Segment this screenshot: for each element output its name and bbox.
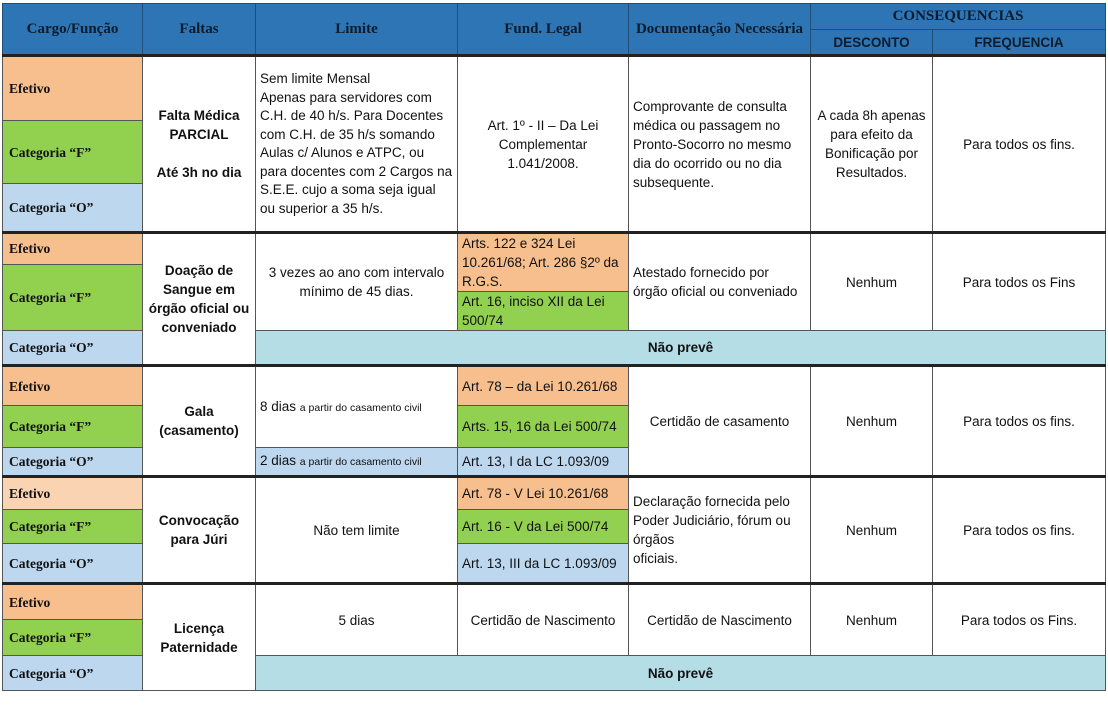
falta-medica-limite: Sem limite Mensal Apenas para servidores com C.H. de 40 h/s. Para Docentes com C.H. de 35 h/s somando Aulas c/ Alunos e ATPC, ou para docentes com 2 Cargos na S.E.E. cujo a soma seja igual ou superior a 35 h/s.	[256, 56, 458, 233]
falta-medica-fund: Art. 1º - II – Da Lei Complementar 1.041/2008.	[458, 56, 629, 233]
paternidade-nao-preve: Não prevê	[256, 656, 1106, 691]
table-row	[3, 366, 1106, 406]
role-efetivo: Efetivo	[3, 477, 143, 510]
gala-limite-o-note: a partir do casamento civil	[299, 456, 422, 468]
role-categoria-o: Categoria “O”	[3, 544, 143, 584]
falta-medica-doc: Comprovante de consulta médica ou passagem no Pronto-Socorro no mesmo dia do ocorrido ou no dia subsequente.	[629, 56, 811, 233]
table-row	[3, 477, 1106, 510]
juri-limite: Não tem limite	[256, 477, 458, 584]
gala-limite-o	[256, 448, 458, 477]
juri-desconto: Nenhum	[811, 477, 933, 584]
role-categoria-o: Categoria “O”	[3, 184, 143, 233]
role-categoria-o: Categoria “O”	[3, 331, 143, 366]
doacao-sangue-label: Doação de Sangue em órgão oficial ou conveniado	[143, 233, 256, 366]
juri-doc: Declaração fornecida pelo Poder Judiciário, fórum ou órgãos oficiais.	[629, 477, 811, 584]
juri-frequencia: Para todos os fins.	[933, 477, 1106, 584]
gala-frequencia: Para todos os fins.	[933, 366, 1106, 477]
falta-medica-frequencia: Para todos os fins.	[933, 56, 1106, 233]
header-limite: Limite	[256, 4, 458, 56]
juri-fund-ef: Art. 78 - V Lei 10.261/68	[458, 477, 629, 510]
falta-medica-desconto: A cada 8h apenas para efeito da Bonificação por Resultados.	[811, 56, 933, 233]
header-consequencias: CONSEQUENCIAS	[811, 4, 1106, 30]
role-efetivo: Efetivo	[3, 584, 143, 620]
role-categoria-f: Categoria “F”	[3, 121, 143, 184]
gala-limite-main: 8 dias	[260, 398, 297, 414]
paternidade-frequencia: Para todos os Fins.	[933, 584, 1106, 656]
gala-label: Gala (casamento)	[143, 366, 256, 477]
doacao-sangue-limite: 3 vezes ao ano com intervalo mínimo de 45 dias.	[256, 233, 458, 331]
header-frequencia: FREQUENCIA	[933, 30, 1106, 56]
doacao-sangue-fund-ef: Arts. 122 e 324 Lei 10.261/68; Art. 286 §2º da R.G.S.	[458, 234, 628, 292]
table-row	[3, 56, 1106, 121]
falta-medica-label: Falta Médica PARCIAL Até 3h no dia	[143, 56, 256, 233]
role-efetivo: Efetivo	[3, 233, 143, 265]
role-efetivo: Efetivo	[3, 366, 143, 406]
doacao-sangue-fund-f: Art. 16, inciso XII da Lei 500/74	[458, 292, 628, 330]
role-efetivo: Efetivo	[3, 56, 143, 121]
role-categoria-o: Categoria “O”	[3, 448, 143, 477]
doacao-sangue-fund-ef-wrap	[458, 233, 629, 331]
header-row	[3, 4, 1106, 30]
gala-fund-ef: Art. 78 – da Lei 10.261/68	[458, 366, 629, 406]
doacao-sangue-nao-preve: Não prevê	[256, 331, 1106, 366]
doacao-sangue-desconto: Nenhum	[811, 233, 933, 331]
doacao-sangue-frequencia: Para todos os Fins	[933, 233, 1106, 331]
gala-fund-o: Art. 13, I da LC 1.093/09	[458, 448, 629, 477]
paternidade-fund: Certidão de Nascimento	[458, 584, 629, 656]
paternidade-desconto: Nenhum	[811, 584, 933, 656]
header-fund-legal: Fund. Legal	[458, 4, 629, 56]
role-categoria-f: Categoria “F”	[3, 406, 143, 448]
paternidade-limite: 5 dias	[256, 584, 458, 656]
gala-desconto: Nenhum	[811, 366, 933, 477]
absence-table	[2, 3, 1106, 691]
juri-fund-o: Art. 13, III da LC 1.093/09	[458, 544, 629, 584]
role-categoria-f: Categoria “F”	[3, 264, 143, 330]
gala-limite-o-main: 2 dias	[260, 453, 297, 468]
juri-label: Convocação para Júri	[143, 477, 256, 584]
gala-limite	[256, 366, 458, 448]
role-categoria-o: Categoria “O”	[3, 656, 143, 691]
header-faltas: Faltas	[143, 4, 256, 56]
table-row	[3, 233, 1106, 265]
header-cargo: Cargo/Função	[3, 4, 143, 56]
role-categoria-f: Categoria “F”	[3, 510, 143, 544]
gala-doc: Certidão de casamento	[629, 366, 811, 477]
gala-fund-f: Arts. 15, 16 da Lei 500/74	[458, 406, 629, 448]
header-desconto: DESCONTO	[811, 30, 933, 56]
table-row	[3, 584, 1106, 620]
juri-fund-f: Art. 16 - V da Lei 500/74	[458, 510, 629, 544]
gala-limite-note: a partir do casamento civil	[299, 401, 422, 414]
paternidade-label: Licença Paternidade	[143, 584, 256, 691]
doacao-sangue-doc: Atestado fornecido por órgão oficial ou conveniado	[629, 233, 811, 331]
role-categoria-f: Categoria “F”	[3, 620, 143, 656]
header-documentacao: Documentação Necessária	[629, 4, 811, 56]
paternidade-doc: Certidão de Nascimento	[629, 584, 811, 656]
